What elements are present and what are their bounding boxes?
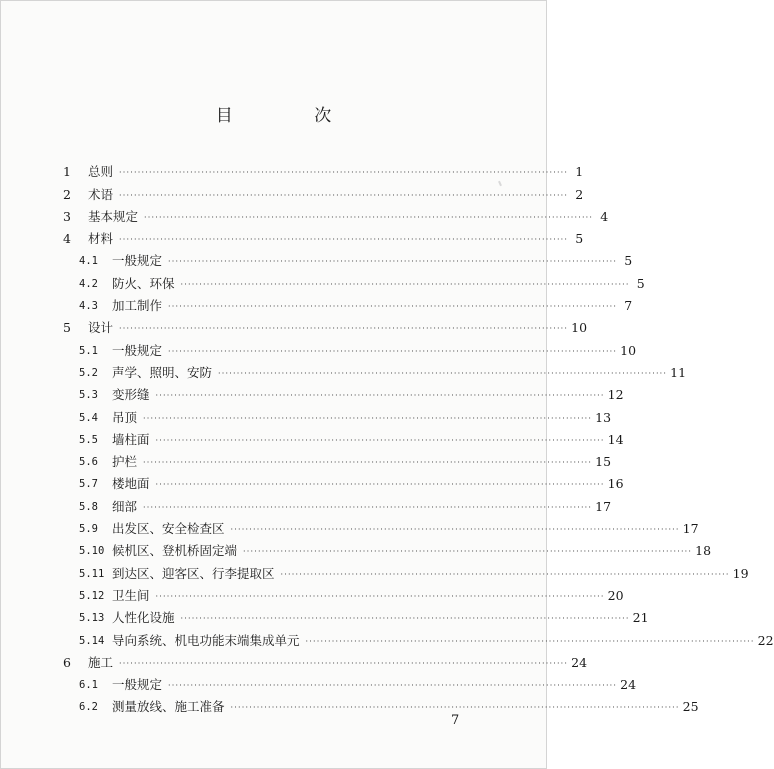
toc-entry-page: 5 [624,253,633,269]
page-title: 目 次 [215,106,370,126]
toc-entry-page: 13 [595,409,612,425]
toc-chapter-entry [63,224,584,247]
toc-entry-number: 5.1 [79,344,98,357]
toc-dot-leader: ························································································································ [119,235,569,245]
toc-entry-number: 1 [63,164,71,180]
toc-entry-label: 基本规定 [88,208,139,224]
toc-entry-label: 总则 [88,164,114,180]
toc-section-entry [63,692,699,715]
toc-entry-label: 加工制作 [112,298,163,314]
toc-entry-number: 5.12 [79,589,105,602]
toc-entry-label: 细部 [112,498,138,514]
toc-entry-number: 5.6 [79,456,98,469]
toc-entry-page: 10 [620,342,637,358]
toc-section-entry [63,536,712,559]
toc-section-entry [63,402,612,425]
toc-entry-number: 4.3 [79,300,98,313]
toc-entry-number: 5.5 [79,433,98,446]
toc-section-entry [63,603,649,626]
toc-dot-leader: ························································································································ [168,257,618,267]
toc-entry-page: 1 [575,164,584,180]
toc-dot-leader: ························································································································ [143,502,593,512]
toc-section-entry [63,268,645,291]
toc-entry-page: 22 [757,632,774,648]
toc-entry-page: 4 [600,208,609,224]
toc-entry-page: 24 [571,654,588,670]
toc-dot-leader: ························································································································ [218,368,668,378]
toc-entry-label: 声学、照明、安防 [112,364,213,380]
toc-entry-label: 吊顶 [112,409,138,425]
toc-dot-leader: ························································································································ [243,547,693,557]
toc-section-entry [63,491,612,514]
toc-dot-leader: ························································································································ [168,681,618,691]
toc-entry-number: 5.14 [79,634,105,647]
toc-entry-page: 11 [670,364,687,380]
toc-dot-leader: ························································································································ [155,480,605,490]
toc-entry-label: 出发区、安全检查区 [112,521,225,537]
toc-chapter-entry [63,179,584,202]
toc-entry-number: 3 [63,208,71,224]
toc-dot-leader: ························································································································ [155,435,605,445]
toc-chapter-entry [63,313,588,336]
toc-section-entry [63,469,624,492]
toc-section-entry [63,291,633,314]
toc-entry-page: 19 [732,565,749,581]
toc-dot-leader: ························································································································ [119,324,569,334]
toc-entry-page: 21 [632,610,649,626]
toc-dot-leader: ························································································································ [119,168,569,178]
toc-chapter-entry [63,648,588,670]
toc-entry-number: 6.2 [79,701,98,714]
toc-entry-number: 5.4 [79,411,98,424]
toc-entry-label: 卫生间 [112,587,150,603]
toc-dot-leader: ························································································································ [119,658,569,668]
toc-entry-page: 25 [682,699,699,715]
toc-dot-leader: ························································································································ [168,346,618,356]
toc-entry-page: 2 [575,186,584,202]
toc-entry-label: 一般规定 [112,342,163,358]
toc-entry-page: 24 [620,677,637,693]
toc-entry-label: 到达区、迎客区、行李提取区 [112,565,275,581]
toc-entry-page: 14 [607,431,624,447]
toc-dot-leader: ························································································································ [119,190,569,200]
toc-entry-number: 6.1 [79,679,98,692]
toc-entry-page: 18 [695,543,712,559]
toc-dot-leader: ························································································································ [180,614,630,624]
toc-section-entry [63,581,624,603]
toc-entry-page: 5 [636,275,645,291]
toc-section-entry [63,558,749,581]
toc-entry-label: 护栏 [112,454,138,470]
toc-entry-number: 4.2 [79,277,98,290]
toc-entry-number: 5.10 [79,545,105,558]
toc-dot-leader: ························································································································ [230,525,680,535]
toc-section-entry [63,246,633,269]
toc-dot-leader: ························································································································ [143,458,593,468]
toc-entry-label: 人性化设施 [112,610,175,626]
toc-entry-page: 10 [571,320,588,336]
toc-entry-page: 15 [595,454,612,470]
toc-entry-label: 一般规定 [112,253,163,269]
toc-entry-number: 5.8 [79,500,98,513]
toc-entry-page: 5 [575,231,584,247]
toc-dot-leader: ························································································································ [305,636,755,646]
toc-entry-label: 变形缝 [112,387,150,403]
toc-entry-label: 楼地面 [112,476,150,492]
toc-section-entry [63,335,637,358]
toc-entry-number: 5.13 [79,612,105,625]
toc-dot-leader: ························································································································ [168,302,618,312]
toc-entry-label: 测量放线、施工准备 [112,699,225,715]
toc-entry-page: 20 [607,587,624,603]
toc-dot-leader: ························································································································ [155,391,605,401]
toc-section-entry [63,447,612,470]
toc-dot-leader: ························································································································ [230,703,680,713]
toc-entry-page: 12 [607,387,624,403]
toc-entry-page: 7 [624,298,633,314]
toc-entry-number: 5.3 [79,389,98,402]
toc-entry-number: 5 [63,320,71,336]
toc-entry-label: 防火、环保 [112,275,175,291]
toc-entry-number: 4.1 [79,255,98,268]
toc-entry-page: 16 [607,476,624,492]
toc-entry-label: 墙柱面 [112,431,150,447]
toc-section-entry [63,514,699,537]
page-number: 7 [451,713,460,728]
toc-dot-leader: ························································································································ [180,279,630,289]
toc-entry-label: 候机区、登机桥固定端 [112,543,238,559]
toc-section-entry [63,358,687,380]
toc-section-entry [63,625,774,648]
toc-section-entry [63,670,637,693]
toc-chapter-entry [63,202,609,224]
toc-entry-number: 6 [63,654,71,670]
toc-entry-number: 5.9 [79,523,98,536]
toc-entry-number: 5.2 [79,366,98,379]
toc-entry-number: 2 [63,186,71,202]
toc-entry-label: 施工 [88,654,114,670]
scan-mark [498,181,502,186]
toc-entry-label: 一般规定 [112,677,163,693]
toc-entry-page: 17 [595,498,612,514]
toc-entry-label: 导向系统、机电功能末端集成单元 [112,632,300,648]
toc-chapter-entry [63,157,584,180]
toc-entry-label: 材料 [88,231,114,247]
toc-entry-label: 设计 [88,320,114,336]
toc-entry-label: 术语 [88,186,114,202]
toc-dot-leader: ························································································································ [144,212,594,222]
toc-section-entry [63,425,624,447]
toc-dot-leader: ························································································································ [155,591,605,601]
toc-entry-number: 4 [63,231,71,247]
toc-entry-page: 17 [682,521,699,537]
toc-dot-leader: ························································································································ [280,569,730,579]
toc-dot-leader: ························································································································ [143,413,593,423]
toc-entry-number: 5.7 [79,478,98,491]
table-of-contents [63,157,774,715]
toc-entry-number: 5.11 [79,567,105,580]
toc-section-entry [63,380,624,403]
